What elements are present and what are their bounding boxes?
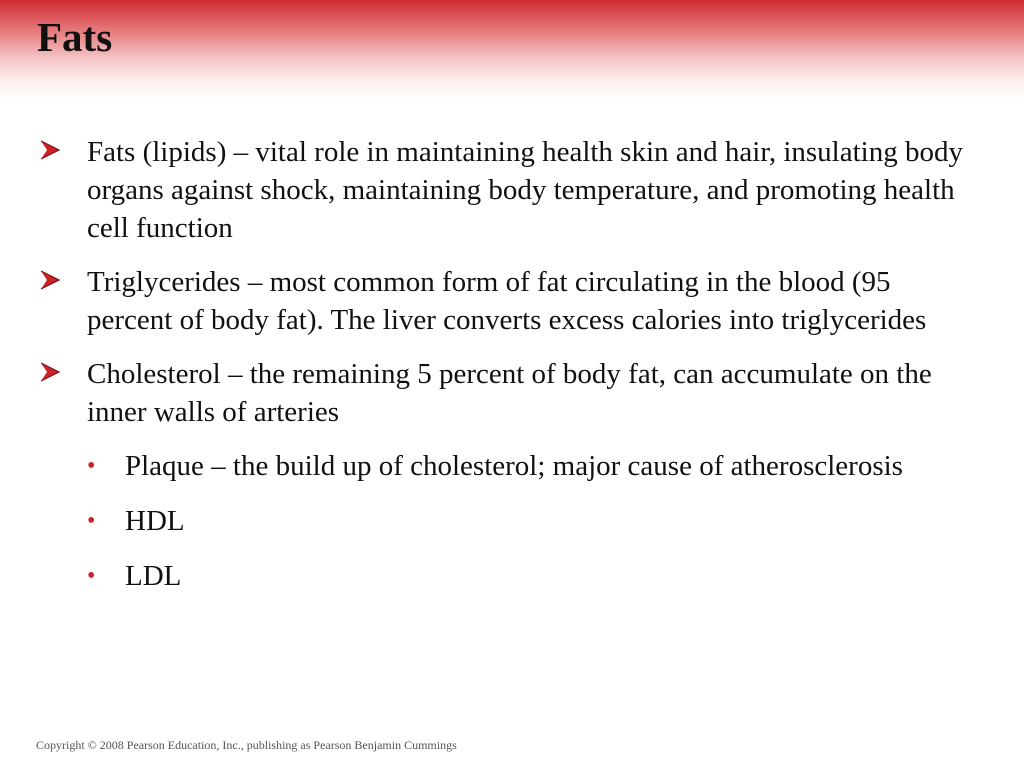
- slide-title: Fats: [37, 14, 113, 60]
- dot-bullet-icon: •: [87, 453, 96, 479]
- bullet-list: [0, 133, 1024, 612]
- bullet-text: Cholesterol – the remaining 5 percent of body fat, can accumulate on the inner walls of arteries: [87, 358, 932, 428]
- arrow-bullet-icon: [38, 268, 62, 292]
- sub-bullet-item-plaque: [87, 447, 965, 485]
- copyright-footer: Copyright © 2008 Pearson Education, Inc., publishing as Pearson Benjamin Cummings: [36, 738, 457, 752]
- bullet-text: Triglycerides – most common form of fat circulating in the blood (95 percent of body fat). The liver converts excess calories into triglycerides: [87, 266, 927, 336]
- bullet-item-cholesterol: [87, 355, 967, 431]
- header-gradient-band: [0, 0, 1024, 100]
- arrow-bullet-icon: [38, 360, 62, 384]
- sub-bullet-item-ldl: [87, 557, 965, 595]
- dot-bullet-icon: •: [87, 508, 96, 534]
- sub-bullet-text: HDL: [125, 505, 185, 537]
- dot-bullet-icon: •: [87, 563, 96, 589]
- sub-bullet-text: LDL: [125, 560, 182, 592]
- sub-bullet-text: Plaque – the build up of cholesterol; major cause of atherosclerosis: [125, 450, 903, 482]
- bullet-item-triglycerides: [87, 263, 967, 339]
- arrow-bullet-icon: [38, 138, 62, 162]
- bullet-text: Fats (lipids) – vital role in maintaining health skin and hair, insulating body organs against shock, maintaining body temperature, and promoting health cell function: [87, 136, 963, 244]
- sub-bullet-item-hdl: [87, 502, 965, 540]
- bullet-item-fats: [87, 133, 967, 247]
